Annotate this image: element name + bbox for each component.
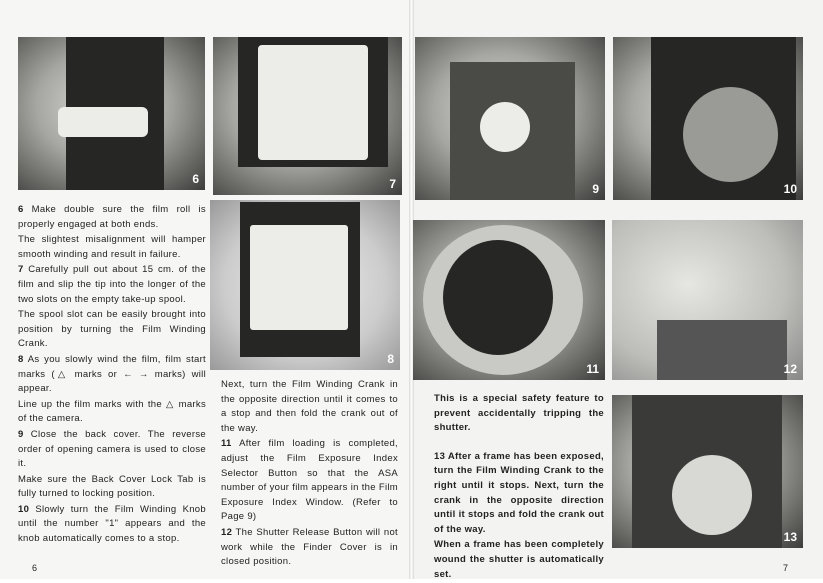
- left-text-column: [18, 203, 206, 548]
- photo-11: [413, 220, 605, 380]
- right-text-column: [434, 392, 604, 583]
- photo-number: 8: [387, 352, 394, 366]
- photo-number: 13: [783, 530, 797, 544]
- paragraph: [221, 526, 398, 570]
- paragraph-text: As you slowly wind the film, film start marks (△ marks or ← → marks) will appear.: [18, 353, 206, 395]
- middle-text-column: [221, 378, 398, 571]
- paragraph: [18, 353, 206, 397]
- paragraph-text: Carefully pull out about 15 cm. of the film and slip the tip into the longer of the two slots on the empty take-up spool.: [18, 264, 206, 305]
- paragraph: [18, 503, 206, 547]
- step-number: 6: [18, 204, 24, 215]
- paragraph-text: The slightest misalignment will hamper smooth winding and result in failure.: [18, 234, 206, 260]
- step-number: 8: [18, 353, 24, 365]
- paragraph-text: When a frame has been completely wound the shutter is automatically set.: [434, 539, 604, 580]
- photo-8: [210, 200, 400, 370]
- page-number-right: 7: [783, 563, 789, 573]
- paragraph: [18, 203, 206, 232]
- paragraph-text: Slowly turn the Film Winding Knob until the number "1" appears and the knob automatically comes to a stop.: [18, 503, 206, 545]
- paragraph: [434, 392, 604, 436]
- paragraph-text: After film loading is completed, adjust the Film Exposure Index Selector Button so that the ASA number of your film appears in the Film Exposure Index Window. (Refer to Page 9): [221, 438, 398, 523]
- paragraph-text: Next, turn the Film Winding Crank in the opposite direction until it comes to a stop and then fold the crank out of the way.: [221, 379, 398, 434]
- step-number: 12: [221, 526, 233, 538]
- photo-9: [415, 37, 605, 200]
- paragraph-text: Line up the film marks with the △ marks of the camera.: [18, 398, 206, 425]
- photo-number: 7: [389, 177, 396, 191]
- paragraph-text: After a frame has been exposed, turn the Film Winding Crank to the right until it stops. Next, turn the crank in the opposite direction until it stops and fold the crank out of the way.: [434, 450, 604, 535]
- step-number: 13: [434, 450, 446, 462]
- step-number: 10: [18, 503, 30, 515]
- page-number-left: 6: [32, 563, 38, 573]
- paragraph-text: This is a special safety feature to prevent accidentally tripping the shutter.: [434, 393, 604, 434]
- photo-6: [18, 37, 205, 190]
- paragraph-text: Make double sure the film roll is properly engaged at both ends.: [18, 204, 206, 230]
- photo-number: 10: [783, 182, 797, 196]
- photo-number: 11: [586, 362, 599, 376]
- paragraph: [18, 263, 206, 307]
- paragraph: [221, 378, 398, 436]
- paragraph: [18, 233, 206, 262]
- photo-10: [613, 37, 803, 200]
- paragraph: [18, 428, 206, 472]
- photo-7: [213, 37, 402, 195]
- step-number: 9: [18, 428, 24, 440]
- step-number: 7: [18, 264, 24, 276]
- photo-12: [612, 220, 803, 380]
- paragraph: [18, 308, 206, 352]
- paragraph: [434, 538, 604, 582]
- photo-number: 9: [592, 182, 599, 196]
- paragraph-text: Close the back cover. The reverse order of opening camera is used to close it.: [18, 428, 206, 470]
- paragraph-text: The Shutter Release Button will not work while the Finder Cover is in closed position.: [221, 526, 398, 568]
- paragraph-text: Make sure the Back Cover Lock Tab is fully turned to locking position.: [18, 473, 206, 500]
- paragraph: [434, 450, 604, 538]
- paragraph-text: The spool slot can be easily brought into position by turning the Film Winding Crank.: [18, 309, 206, 350]
- photo-number: 12: [783, 362, 797, 376]
- photo-number: 6: [192, 172, 199, 186]
- paragraph: [18, 473, 206, 502]
- step-number: 11: [221, 438, 232, 450]
- photo-13: [612, 395, 803, 548]
- paragraph: [221, 437, 398, 525]
- paragraph: [18, 398, 206, 427]
